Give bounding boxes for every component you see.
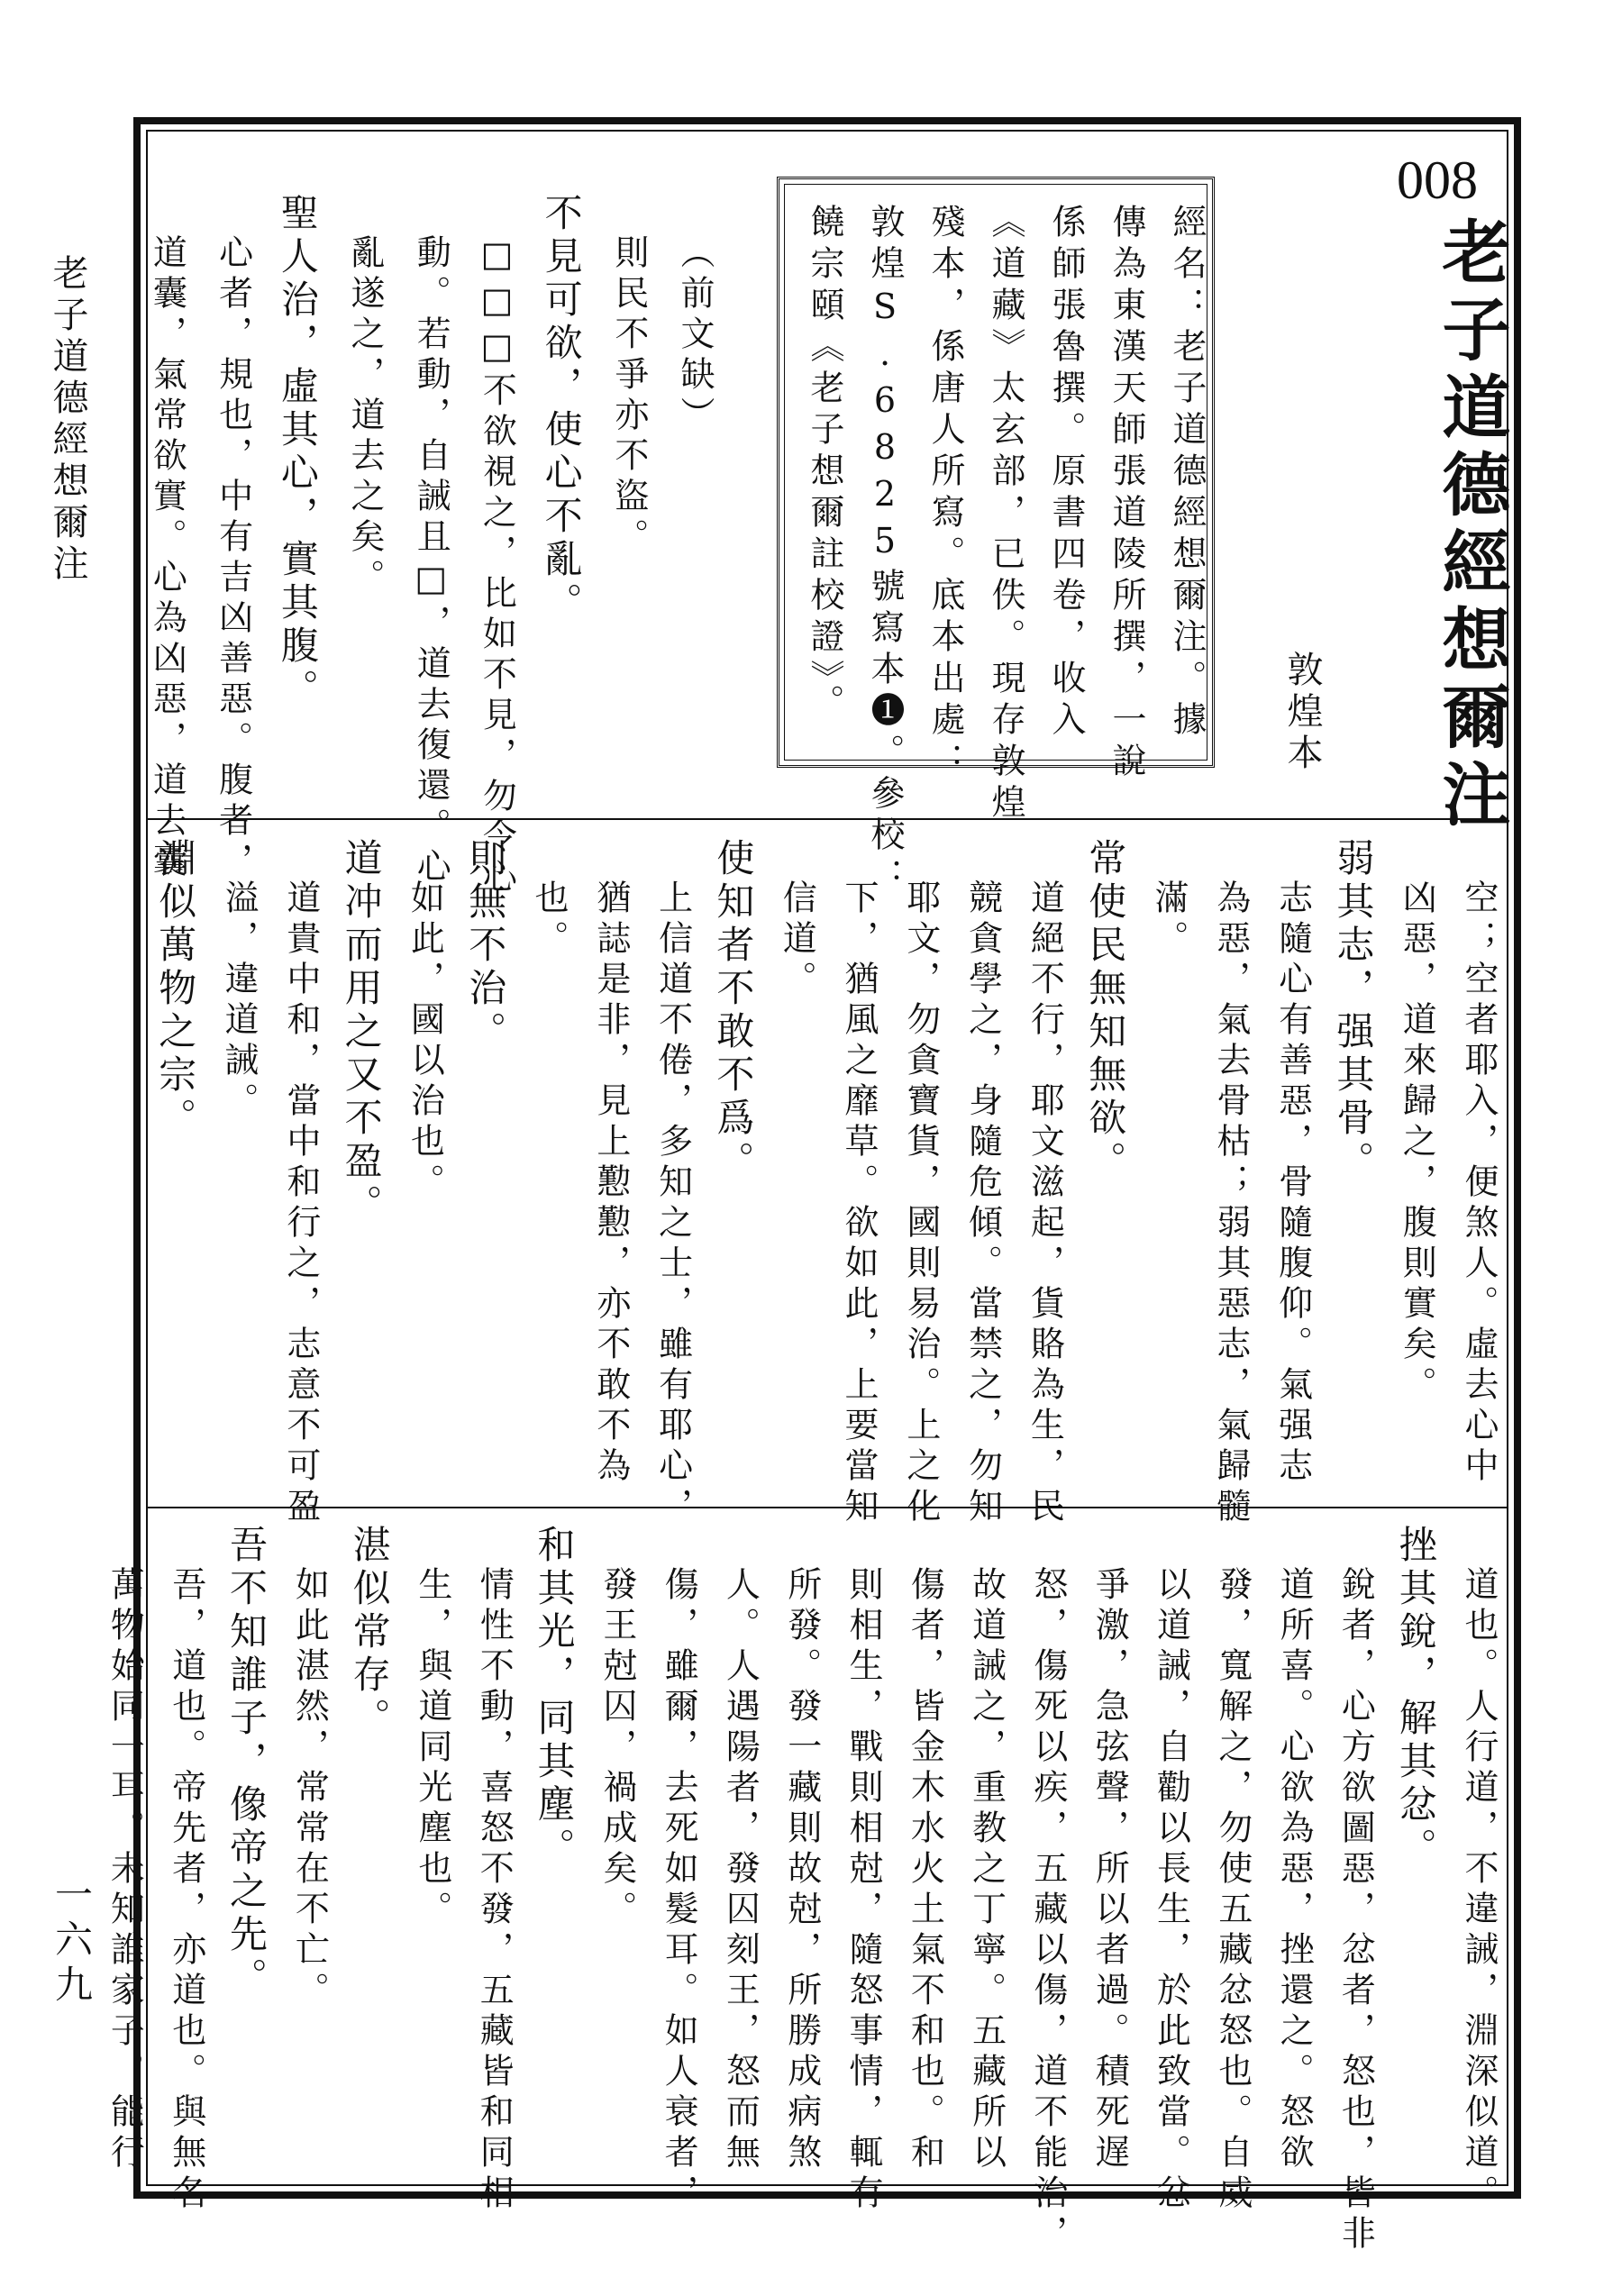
scripture-line: 則無不治。 <box>463 838 508 1054</box>
commentary-line: 爭激，急弦聲，所以者過。積死遅 <box>1089 1566 1130 2174</box>
commentary-line: 競貪學之，身隨危傾。當禁之，勿知 <box>962 879 1003 1528</box>
commentary-line: 生，與道同光塵也。 <box>412 1566 452 1931</box>
commentary-line: 則民不爭亦不盜。 <box>608 234 649 559</box>
commentary-line: 怒，傷死以疾，五藏以傷，道不能治， <box>1027 1566 1068 2255</box>
scripture-line: 弱其志，强其骨。 <box>1331 838 1376 1184</box>
commentary-line: 道絕不行，耶文滋起，貨賂為生，民 <box>1025 879 1065 1528</box>
section-divider-lower <box>148 1507 1507 1508</box>
commentary-line: 信道。 <box>777 879 817 1001</box>
commentary-line: 人。人遇陽者，發囚刻王，怒而無 <box>720 1566 761 2174</box>
commentary-line: 凶惡，道來歸之，腹則實矣。 <box>1397 879 1437 1407</box>
catalog-number: 008 <box>1397 150 1478 210</box>
commentary-line: 道也。人行道，不違誡，淵深似道。 <box>1459 1566 1499 2215</box>
scripture-line: 道冲而用之又不盈。 <box>339 838 384 1227</box>
commentary-line: 如此，國以治也。 <box>405 879 445 1204</box>
commentary-line: 道貴中和，當中和行之，志意不可盈 <box>280 879 321 1528</box>
commentary-line: 則相生，戰則相尅，隨怒事情，輒有 <box>843 1566 883 2215</box>
commentary-line: 銳者，心方欲圖惡，忿者，怒也，皆非 <box>1335 1566 1376 2255</box>
scripture-line: 常使民無知無欲。 <box>1083 838 1128 1184</box>
commentary-line: 傷者，皆金木水火土氣不和也。和 <box>905 1566 945 2174</box>
scripture-line: 挫其銳，解其忿。 <box>1393 1525 1438 1871</box>
commentary-line: 故道誡之，重教之丁寧。五藏所以 <box>966 1566 1007 2174</box>
commentary-line: 動。若動，自誡且□，道去復還。心 <box>411 234 451 888</box>
commentary-line: 道所喜。心欲為惡，挫還之。怒欲 <box>1274 1566 1315 2174</box>
scripture-line: 使知者不敢不爲。 <box>711 838 756 1184</box>
info-line: 《道藏》太玄部，已佚。現存敦煌 <box>986 204 1025 825</box>
commentary-line: 發王尅囚，禍成矣。 <box>597 1566 637 1931</box>
info-line: 殘本，係唐人所寫。底本出處： <box>925 204 965 784</box>
document-title: 老子道德經想爾注 <box>1431 216 1511 836</box>
commentary-line: 情性不動，喜怒不發，五藏皆和同相 <box>474 1566 515 2215</box>
scripture-line: 吾不知誰子，像帝之先。 <box>224 1525 269 2000</box>
commentary-line: 下，猶風之靡草。欲如此，上要當知 <box>839 879 879 1528</box>
section-divider-upper <box>148 818 1507 820</box>
info-line: 敦煌S.6825號寫本❶。參校： <box>865 204 905 899</box>
info-line: 傳為東漢天師張道陵所撰，一說 <box>1107 204 1146 784</box>
commentary-line: 空；空者耶入，便煞人。虛去心中 <box>1459 879 1499 1488</box>
scripture-line: 和其光，同其塵。 <box>532 1525 577 1871</box>
info-line: 經名：老子道德經想爾注。據 <box>1167 204 1207 743</box>
scripture-line: 不見可欲，使心不亂。 <box>539 193 584 625</box>
info-line: 係師張魯撰。原書四卷，收入 <box>1046 204 1086 743</box>
commentary-line: 吾，道也。帝先者，亦道也。與無名 <box>166 1566 206 2215</box>
commentary-line: 如此湛然，常常在不亡。 <box>289 1566 330 2012</box>
commentary-line: 上信道不倦，多知之士，雖有耶心， <box>652 879 693 1528</box>
commentary-line: □□□不欲視之，比如不見，勿令心 <box>477 234 517 899</box>
commentary-line: 亂遂之，道去之矣。 <box>345 234 385 599</box>
edition-label: 敦煌本 <box>1281 651 1323 775</box>
scripture-line: 淵似萬物之宗。 <box>153 838 198 1141</box>
info-line: 饒宗頤《老子想爾註校證》。 <box>805 204 844 725</box>
commentary-line: 滿。 <box>1149 879 1189 961</box>
commentary-line: 志隨心有善惡，骨隨腹仰。氣强志 <box>1272 879 1313 1488</box>
scripture-line: 聖人治，虛其心，實其腹。 <box>275 193 320 712</box>
running-head-book-title: 老子道德經想爾注 <box>47 254 88 586</box>
commentary-line: 所發。發一藏則故尅，所勝成病煞 <box>781 1566 822 2174</box>
commentary-line: 萬物始同一耳。未知誰家子，能行 <box>105 1566 145 2174</box>
commentary-line: 為惡，氣去骨枯；弱其惡志，氣歸髓 <box>1210 879 1251 1528</box>
commentary-line: 耶文，勿貪寶貨，國則易治。上之化 <box>900 879 941 1528</box>
scripture-line: 湛似常存。 <box>347 1525 392 1741</box>
commentary-line: 以道誡，自勸以長生，於此致當。忿 <box>1151 1566 1191 2215</box>
commentary-line: （前文缺） <box>675 234 715 437</box>
commentary-line: 猶誌是非，見上懃懃，亦不敢不為 <box>590 879 631 1488</box>
commentary-line: 發，寬解之，勿使五藏忿怒也。自威 <box>1212 1566 1253 2215</box>
commentary-line: 也。 <box>529 879 569 961</box>
commentary-line: 傷，雖爾，去死如髮耳。如人衰者， <box>659 1566 699 2215</box>
page-number: 一六九 <box>50 1874 94 2009</box>
commentary-line: 心者，規也，中有吉凶善惡。腹者， <box>213 234 253 883</box>
commentary-line: 溢，違道誡。 <box>219 879 259 1123</box>
commentary-line: 道囊，氣常欲實。心為凶惡，道去囊 <box>147 234 187 883</box>
